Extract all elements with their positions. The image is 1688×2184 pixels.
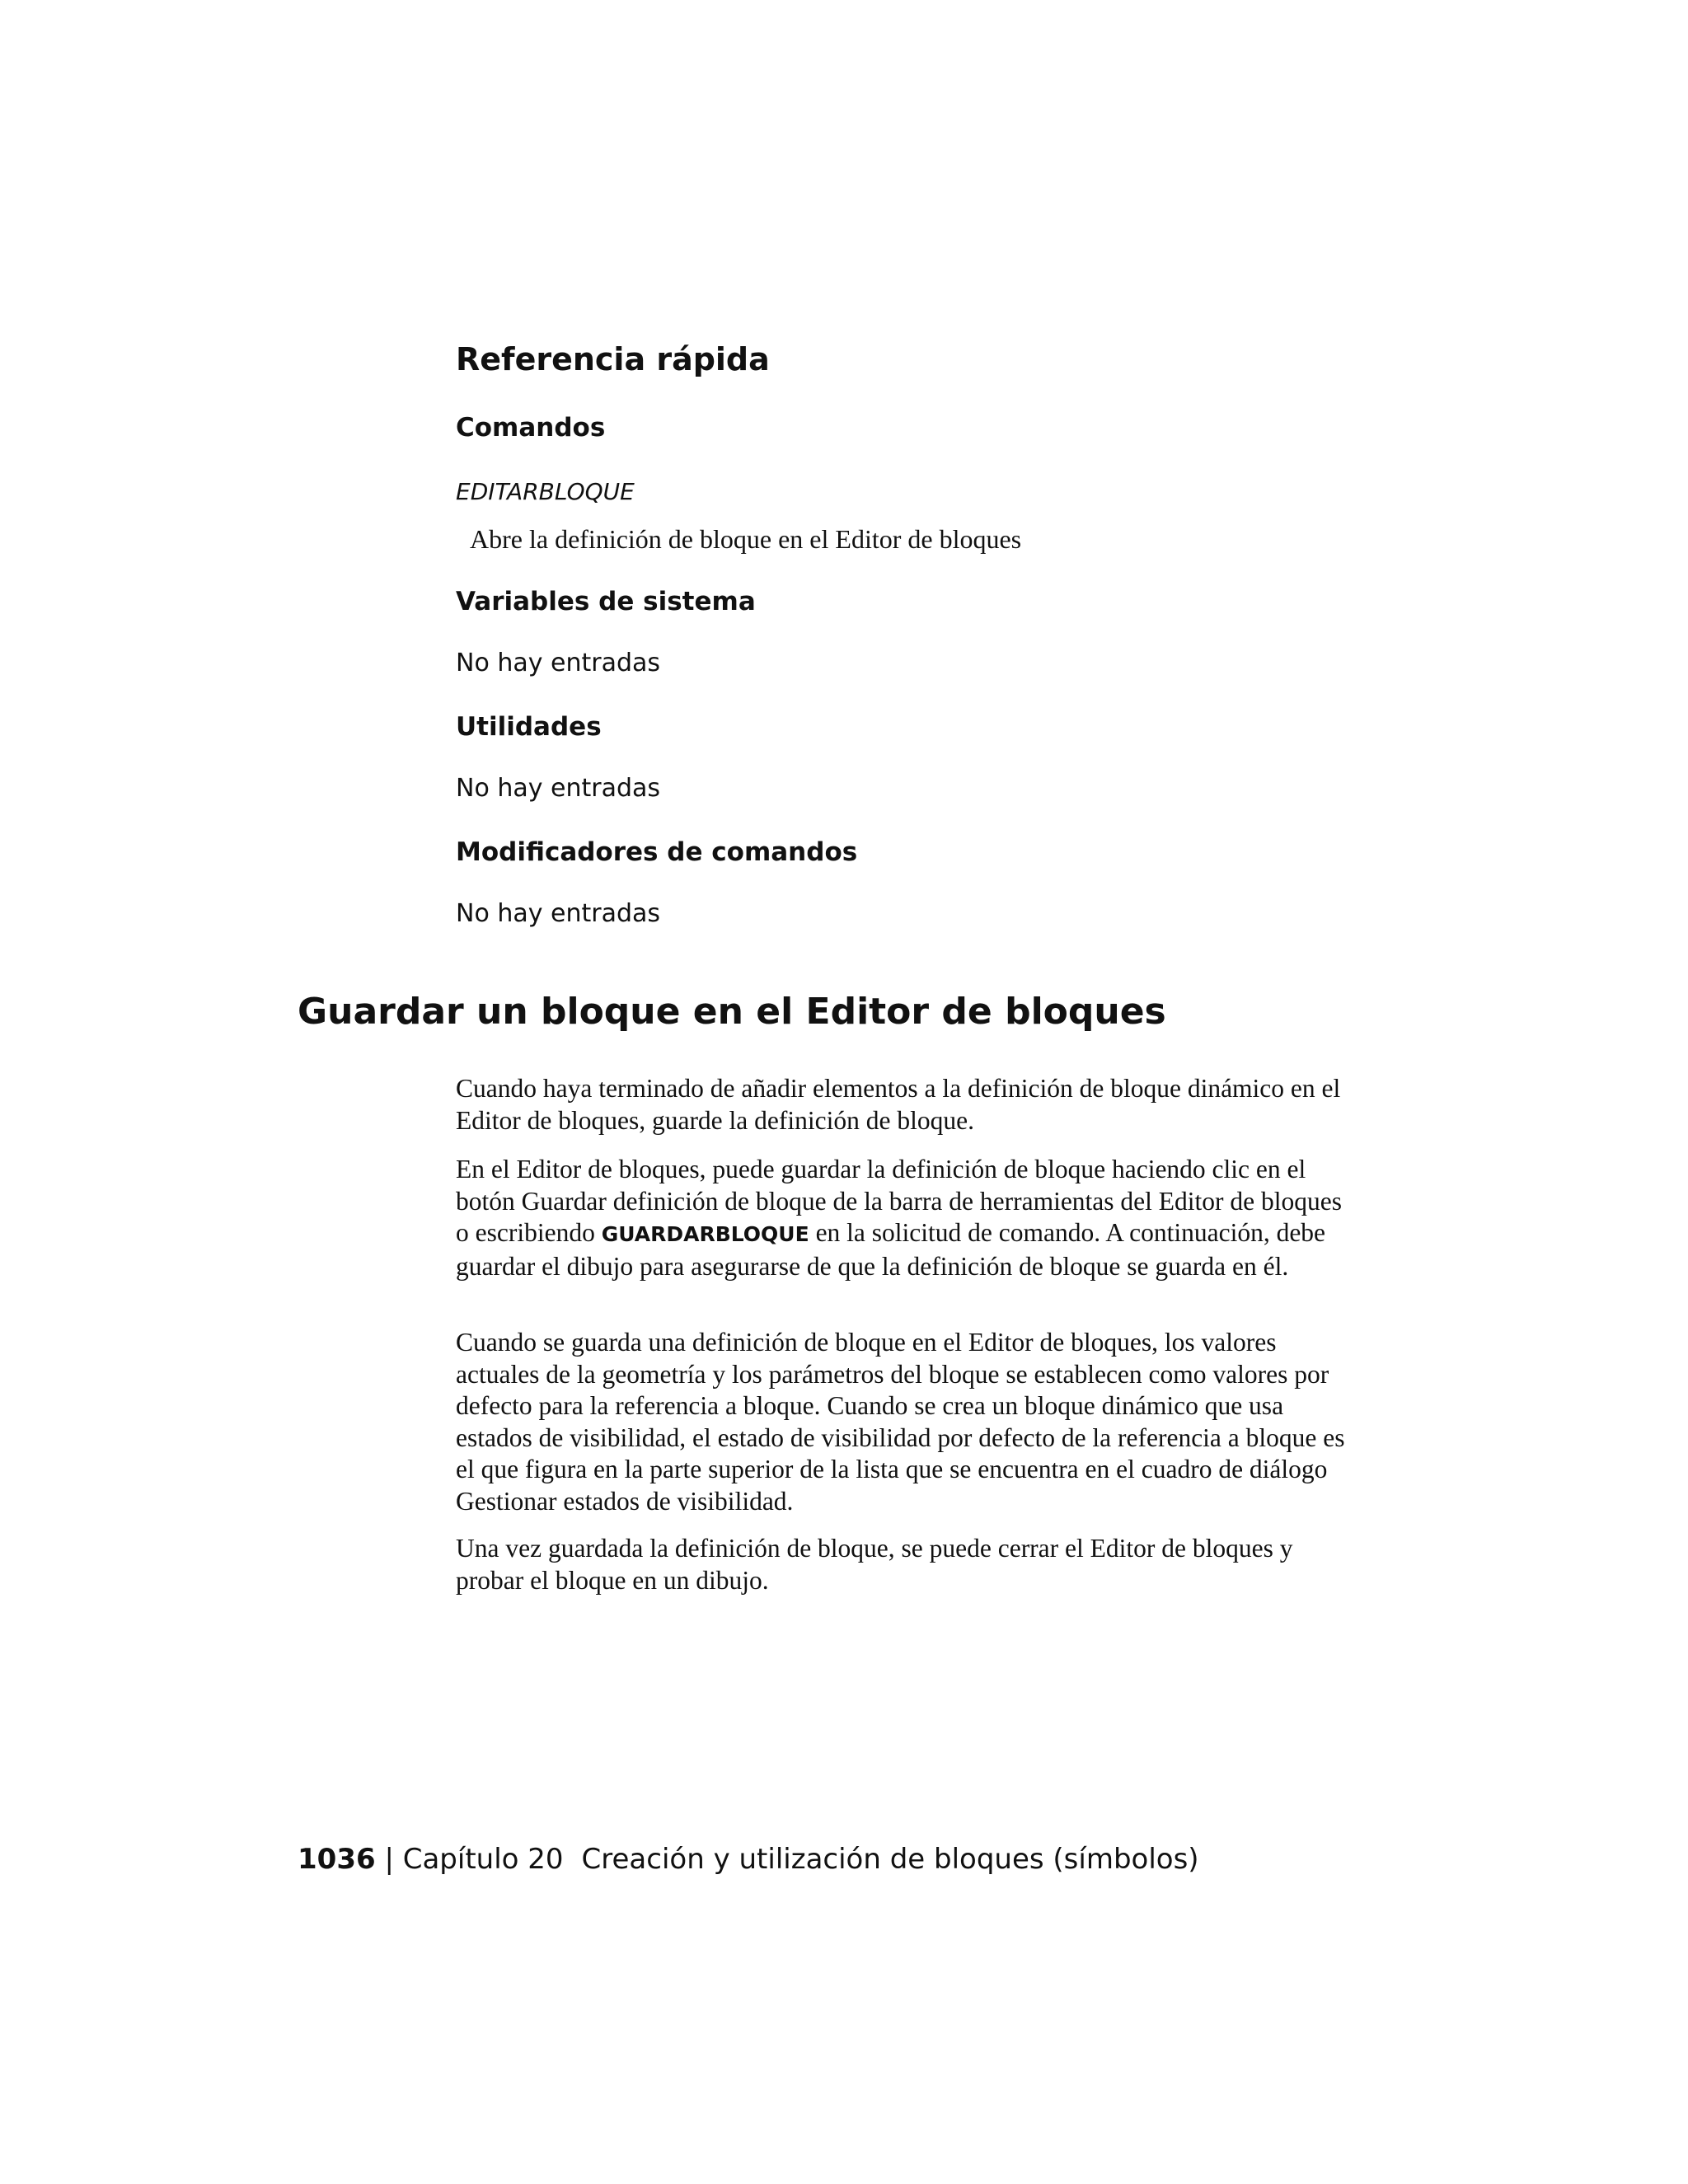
chapter-title: Creación y utilización de bloques (símbolos) — [581, 1843, 1199, 1876]
page-number: 1036 — [298, 1843, 376, 1876]
command-modifiers-text: No hay entradas — [456, 899, 661, 928]
system-variables-heading: Variables de sistema — [456, 587, 756, 616]
command-keyword: GUARDARBLOQUE — [601, 1222, 809, 1246]
utilities-text: No hay entradas — [456, 774, 661, 803]
paragraph-4: Una vez guardada la definición de bloque, se puede cerrar el Editor de bloques y probar el bloque en un dibujo. — [456, 1534, 1293, 1595]
utilities-heading: Utilidades — [456, 712, 602, 742]
footer-separator: | — [384, 1843, 394, 1876]
page-footer — [298, 1843, 1199, 1876]
paragraph-1: Cuando haya terminado de añadir elementos a la definición de bloque dinámico en el Editor de bloques, guarde la definición de bloque. — [456, 1074, 1341, 1135]
command-modifiers-heading: Modificadores de comandos — [456, 837, 858, 867]
system-variables-text: No hay entradas — [456, 649, 661, 677]
chapter-label: Capítulo 20 — [402, 1843, 564, 1876]
command-name: EDITARBLOQUE — [456, 478, 635, 505]
paragraph-2-text-before: En el Editor de bloques, puede guardar la definición de bloque haciendo clic en el botón Guardar definición de bloque de la barra de herramientas del Editor de bloques o escribiendo — [456, 1155, 1342, 1247]
paragraph-2-text-after: en la solicitud de comando. A continuación, debe guardar el dibujo para asegurarse de que la definición de bloque se guarda en él. — [456, 1218, 1326, 1281]
quick-reference-title: Referencia rápida — [456, 341, 770, 377]
paragraph-2 — [456, 1154, 1346, 1282]
paragraph-3: Cuando se guarda una definición de bloque en el Editor de bloques, los valores actuales de la geometría y los parámetros del bloque se establecen como valores por defecto para la referencia a bloque. Cuando se crea un bloque dinámico que usa estados de visibilidad, el estado de visibilidad por defecto de la referencia a bloque es el que figura en la parte superior de la lista que se encuentra en el cuadro de diálogo Gestionar estados de visibilidad. — [456, 1328, 1345, 1516]
commands-heading: Comandos — [456, 413, 606, 443]
section-title: Guardar un bloque en el Editor de bloques — [298, 991, 1166, 1033]
command-description: Abre la definición de bloque en el Editor de bloques — [470, 524, 1022, 554]
